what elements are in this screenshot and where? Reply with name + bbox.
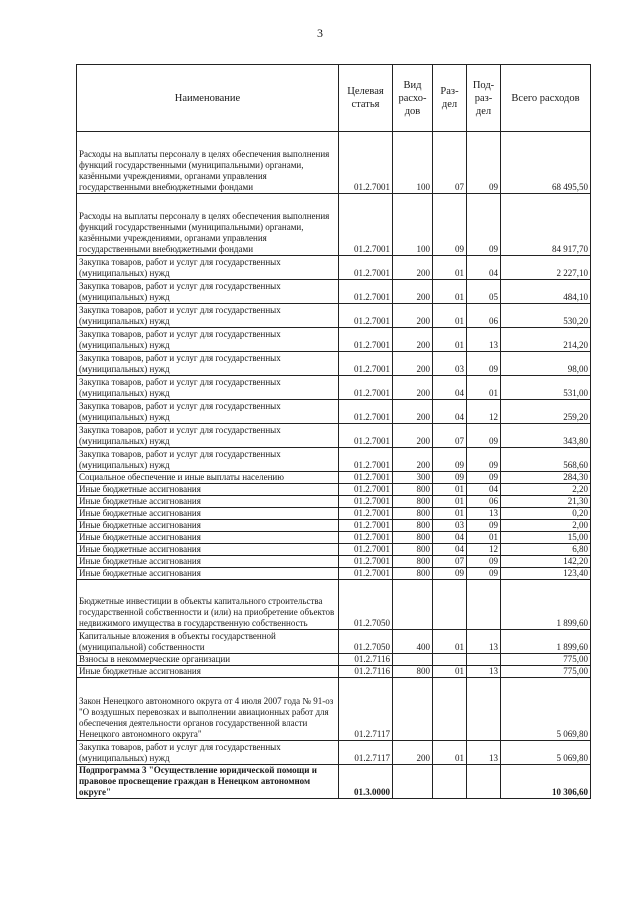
row-total: 531,00 — [501, 376, 591, 400]
row-kind: 200 — [393, 304, 433, 328]
row-section: 01 — [433, 508, 467, 520]
row-section: 04 — [433, 532, 467, 544]
row-kind: 800 — [393, 484, 433, 496]
row-subsection: 01 — [467, 376, 501, 400]
row-target: 01.2.7001 — [339, 448, 393, 472]
row-section: 09 — [433, 568, 467, 580]
row-section: 01 — [433, 280, 467, 304]
table-row — [77, 132, 591, 194]
row-target: 01.2.7001 — [339, 352, 393, 376]
row-name: Закупка товаров, работ и услуг для государственных (муниципальных) нужд — [77, 741, 339, 765]
budget-table — [76, 64, 591, 799]
row-target: 01.2.7001 — [339, 484, 393, 496]
row-kind: 200 — [393, 448, 433, 472]
row-kind: 800 — [393, 520, 433, 532]
row-subsection: 13 — [467, 741, 501, 765]
row-subsection: 13 — [467, 666, 501, 678]
row-subsection — [467, 580, 501, 630]
row-kind: 100 — [393, 194, 433, 256]
table-row — [77, 741, 591, 765]
row-target: 01.2.7001 — [339, 496, 393, 508]
row-name: Социальное обеспечение и иные выплаты населению — [77, 472, 339, 484]
table-row — [77, 556, 591, 568]
table-row — [77, 280, 591, 304]
header-name: Наименование — [77, 65, 339, 132]
row-total: 775,00 — [501, 654, 591, 666]
row-name: Капитальные вложения в объекты государственной (муниципальной) собственности — [77, 630, 339, 654]
row-total: 68 495,50 — [501, 132, 591, 194]
row-name: Расходы на выплаты персоналу в целях обеспечения выполнения функций государственными (муниципальными) органами, казёнными учреждениями, органами управления государственными внебюджетными фондами — [77, 132, 339, 194]
table-row — [77, 666, 591, 678]
row-total: 15,00 — [501, 532, 591, 544]
row-total: 2,20 — [501, 484, 591, 496]
table-row — [77, 256, 591, 280]
row-name: Иные бюджетные ассигнования — [77, 496, 339, 508]
row-subsection — [467, 654, 501, 666]
row-target: 01.2.7001 — [339, 532, 393, 544]
row-section: 01 — [433, 304, 467, 328]
row-subsection: 04 — [467, 484, 501, 496]
table-row — [77, 328, 591, 352]
row-subsection: 13 — [467, 328, 501, 352]
row-section — [433, 765, 467, 799]
table-row — [77, 654, 591, 666]
row-kind: 200 — [393, 741, 433, 765]
row-name: Подпрограмма 3 "Осуществление юридической помощи и правовое просвещение граждан в Ненецком автономном округе" — [77, 765, 339, 799]
row-name: Закупка товаров, работ и услуг для государственных (муниципальных) нужд — [77, 376, 339, 400]
row-name: Иные бюджетные ассигнования — [77, 556, 339, 568]
row-target: 01.2.7001 — [339, 256, 393, 280]
row-total: 21,30 — [501, 496, 591, 508]
row-total: 142,20 — [501, 556, 591, 568]
row-total: 98,00 — [501, 352, 591, 376]
header-kind: Вид расхо-дов — [393, 65, 433, 132]
row-section: 04 — [433, 544, 467, 556]
row-name: Закупка товаров, работ и услуг для государственных (муниципальных) нужд — [77, 424, 339, 448]
row-total: 2,00 — [501, 520, 591, 532]
row-section: 09 — [433, 448, 467, 472]
row-total: 5 069,80 — [501, 678, 591, 741]
header-subsection: Под-раз-дел — [467, 65, 501, 132]
table-row — [77, 484, 591, 496]
row-subsection: 13 — [467, 508, 501, 520]
row-total: 530,20 — [501, 304, 591, 328]
row-kind: 200 — [393, 352, 433, 376]
row-subsection: 09 — [467, 132, 501, 194]
row-kind: 800 — [393, 666, 433, 678]
row-total: 1 899,60 — [501, 630, 591, 654]
table-row — [77, 496, 591, 508]
row-total: 1 899,60 — [501, 580, 591, 630]
row-kind: 200 — [393, 376, 433, 400]
table-row — [77, 400, 591, 424]
row-target: 01.2.7001 — [339, 280, 393, 304]
row-section: 01 — [433, 666, 467, 678]
table-row — [77, 678, 591, 741]
row-kind — [393, 678, 433, 741]
row-name: Закон Ненецкого автономного округа от 4 июля 2007 года № 91-оз "О воздушных перевозках и выполнении авиационных работ для обеспечения деятельности органов государственной власти Ненецкого автономного округа" — [77, 678, 339, 741]
table-row — [77, 765, 591, 799]
row-target: 01.3.0000 — [339, 765, 393, 799]
table-row — [77, 520, 591, 532]
row-section: 04 — [433, 376, 467, 400]
row-kind: 800 — [393, 544, 433, 556]
row-name: Иные бюджетные ассигнования — [77, 568, 339, 580]
row-target: 01.2.7001 — [339, 328, 393, 352]
row-kind: 200 — [393, 256, 433, 280]
row-kind: 200 — [393, 280, 433, 304]
row-kind: 800 — [393, 508, 433, 520]
row-kind: 200 — [393, 400, 433, 424]
row-subsection: 09 — [467, 194, 501, 256]
row-total: 259,20 — [501, 400, 591, 424]
row-kind: 200 — [393, 424, 433, 448]
row-subsection: 09 — [467, 556, 501, 568]
row-name: Иные бюджетные ассигнования — [77, 532, 339, 544]
row-name: Закупка товаров, работ и услуг для государственных (муниципальных) нужд — [77, 400, 339, 424]
table-row — [77, 580, 591, 630]
row-section — [433, 580, 467, 630]
row-total: 10 306,60 — [501, 765, 591, 799]
row-total: 568,60 — [501, 448, 591, 472]
row-kind: 200 — [393, 328, 433, 352]
row-target: 01.2.7001 — [339, 304, 393, 328]
row-name: Иные бюджетные ассигнования — [77, 666, 339, 678]
row-subsection: 05 — [467, 280, 501, 304]
row-total: 214,20 — [501, 328, 591, 352]
row-name: Иные бюджетные ассигнования — [77, 484, 339, 496]
row-total: 5 069,80 — [501, 741, 591, 765]
table-row — [77, 304, 591, 328]
row-section: 07 — [433, 132, 467, 194]
header-section: Раз-дел — [433, 65, 467, 132]
row-subsection: 09 — [467, 520, 501, 532]
row-kind — [393, 654, 433, 666]
row-subsection: 06 — [467, 496, 501, 508]
table-row — [77, 630, 591, 654]
row-total: 343,80 — [501, 424, 591, 448]
row-kind — [393, 580, 433, 630]
row-total: 0,20 — [501, 508, 591, 520]
row-kind: 800 — [393, 496, 433, 508]
row-target: 01.2.7116 — [339, 666, 393, 678]
row-section: 01 — [433, 496, 467, 508]
row-name: Расходы на выплаты персоналу в целях обеспечения выполнения функций государственными (муниципальными) органами, казёнными учреждениями, органами управления государственными внебюджетными фондами — [77, 194, 339, 256]
row-name: Бюджетные инвестиции в объекты капитального строительства государственной собственности и (или) на приобретение объектов недвижимого имущества в государственную собственность — [77, 580, 339, 630]
table-row — [77, 424, 591, 448]
row-target: 01.2.7001 — [339, 400, 393, 424]
row-kind: 800 — [393, 568, 433, 580]
row-subsection: 09 — [467, 352, 501, 376]
table-row — [77, 352, 591, 376]
row-total: 775,00 — [501, 666, 591, 678]
row-kind: 800 — [393, 556, 433, 568]
row-total: 84 917,70 — [501, 194, 591, 256]
row-subsection: 01 — [467, 532, 501, 544]
row-subsection: 13 — [467, 630, 501, 654]
row-total: 123,40 — [501, 568, 591, 580]
row-target: 01.2.7001 — [339, 520, 393, 532]
row-section: 09 — [433, 194, 467, 256]
table-row — [77, 376, 591, 400]
row-section: 07 — [433, 556, 467, 568]
row-name: Закупка товаров, работ и услуг для государственных (муниципальных) нужд — [77, 328, 339, 352]
header-target: Целевая статья — [339, 65, 393, 132]
row-name: Закупка товаров, работ и услуг для государственных (муниципальных) нужд — [77, 256, 339, 280]
row-section: 03 — [433, 352, 467, 376]
row-section: 01 — [433, 630, 467, 654]
row-subsection: 09 — [467, 448, 501, 472]
row-section: 01 — [433, 256, 467, 280]
row-total: 2 227,10 — [501, 256, 591, 280]
row-name: Закупка товаров, работ и услуг для государственных (муниципальных) нужд — [77, 448, 339, 472]
table-row — [77, 472, 591, 484]
row-subsection: 09 — [467, 568, 501, 580]
row-subsection: 09 — [467, 472, 501, 484]
row-section: 09 — [433, 472, 467, 484]
row-kind: 300 — [393, 472, 433, 484]
header-total: Всего расходов — [501, 65, 591, 132]
table-row — [77, 508, 591, 520]
row-target: 01.2.7116 — [339, 654, 393, 666]
row-target: 01.2.7001 — [339, 556, 393, 568]
row-name: Иные бюджетные ассигнования — [77, 544, 339, 556]
page-number: 3 — [317, 26, 323, 40]
row-section — [433, 654, 467, 666]
row-subsection: 06 — [467, 304, 501, 328]
row-section: 01 — [433, 741, 467, 765]
table-header-row — [77, 65, 591, 132]
table-row — [77, 568, 591, 580]
row-kind: 400 — [393, 630, 433, 654]
row-kind — [393, 765, 433, 799]
row-target: 01.2.7001 — [339, 194, 393, 256]
row-total: 6,80 — [501, 544, 591, 556]
row-target: 01.2.7001 — [339, 544, 393, 556]
row-target: 01.2.7001 — [339, 424, 393, 448]
row-name: Иные бюджетные ассигнования — [77, 508, 339, 520]
row-target: 01.2.7001 — [339, 568, 393, 580]
row-section — [433, 678, 467, 741]
row-section: 01 — [433, 328, 467, 352]
row-name: Закупка товаров, работ и услуг для государственных (муниципальных) нужд — [77, 280, 339, 304]
row-section: 04 — [433, 400, 467, 424]
row-subsection: 12 — [467, 544, 501, 556]
row-name: Иные бюджетные ассигнования — [77, 520, 339, 532]
row-target: 01.2.7001 — [339, 472, 393, 484]
row-total: 284,30 — [501, 472, 591, 484]
row-target: 01.2.7117 — [339, 678, 393, 741]
row-subsection: 12 — [467, 400, 501, 424]
row-target: 01.2.7050 — [339, 630, 393, 654]
row-target: 01.2.7001 — [339, 508, 393, 520]
table-row — [77, 532, 591, 544]
row-subsection: 04 — [467, 256, 501, 280]
row-subsection — [467, 765, 501, 799]
row-section: 07 — [433, 424, 467, 448]
table-row — [77, 544, 591, 556]
row-total: 484,10 — [501, 280, 591, 304]
row-name: Закупка товаров, работ и услуг для государственных (муниципальных) нужд — [77, 352, 339, 376]
table-row — [77, 448, 591, 472]
row-name: Взносы в некоммерческие организации — [77, 654, 339, 666]
row-subsection: 09 — [467, 424, 501, 448]
table-row — [77, 194, 591, 256]
row-target: 01.2.7050 — [339, 580, 393, 630]
row-section: 03 — [433, 520, 467, 532]
row-target: 01.2.7001 — [339, 376, 393, 400]
row-name: Закупка товаров, работ и услуг для государственных (муниципальных) нужд — [77, 304, 339, 328]
row-target: 01.2.7117 — [339, 741, 393, 765]
row-kind: 100 — [393, 132, 433, 194]
row-subsection — [467, 678, 501, 741]
row-section: 01 — [433, 484, 467, 496]
row-kind: 800 — [393, 532, 433, 544]
row-target: 01.2.7001 — [339, 132, 393, 194]
